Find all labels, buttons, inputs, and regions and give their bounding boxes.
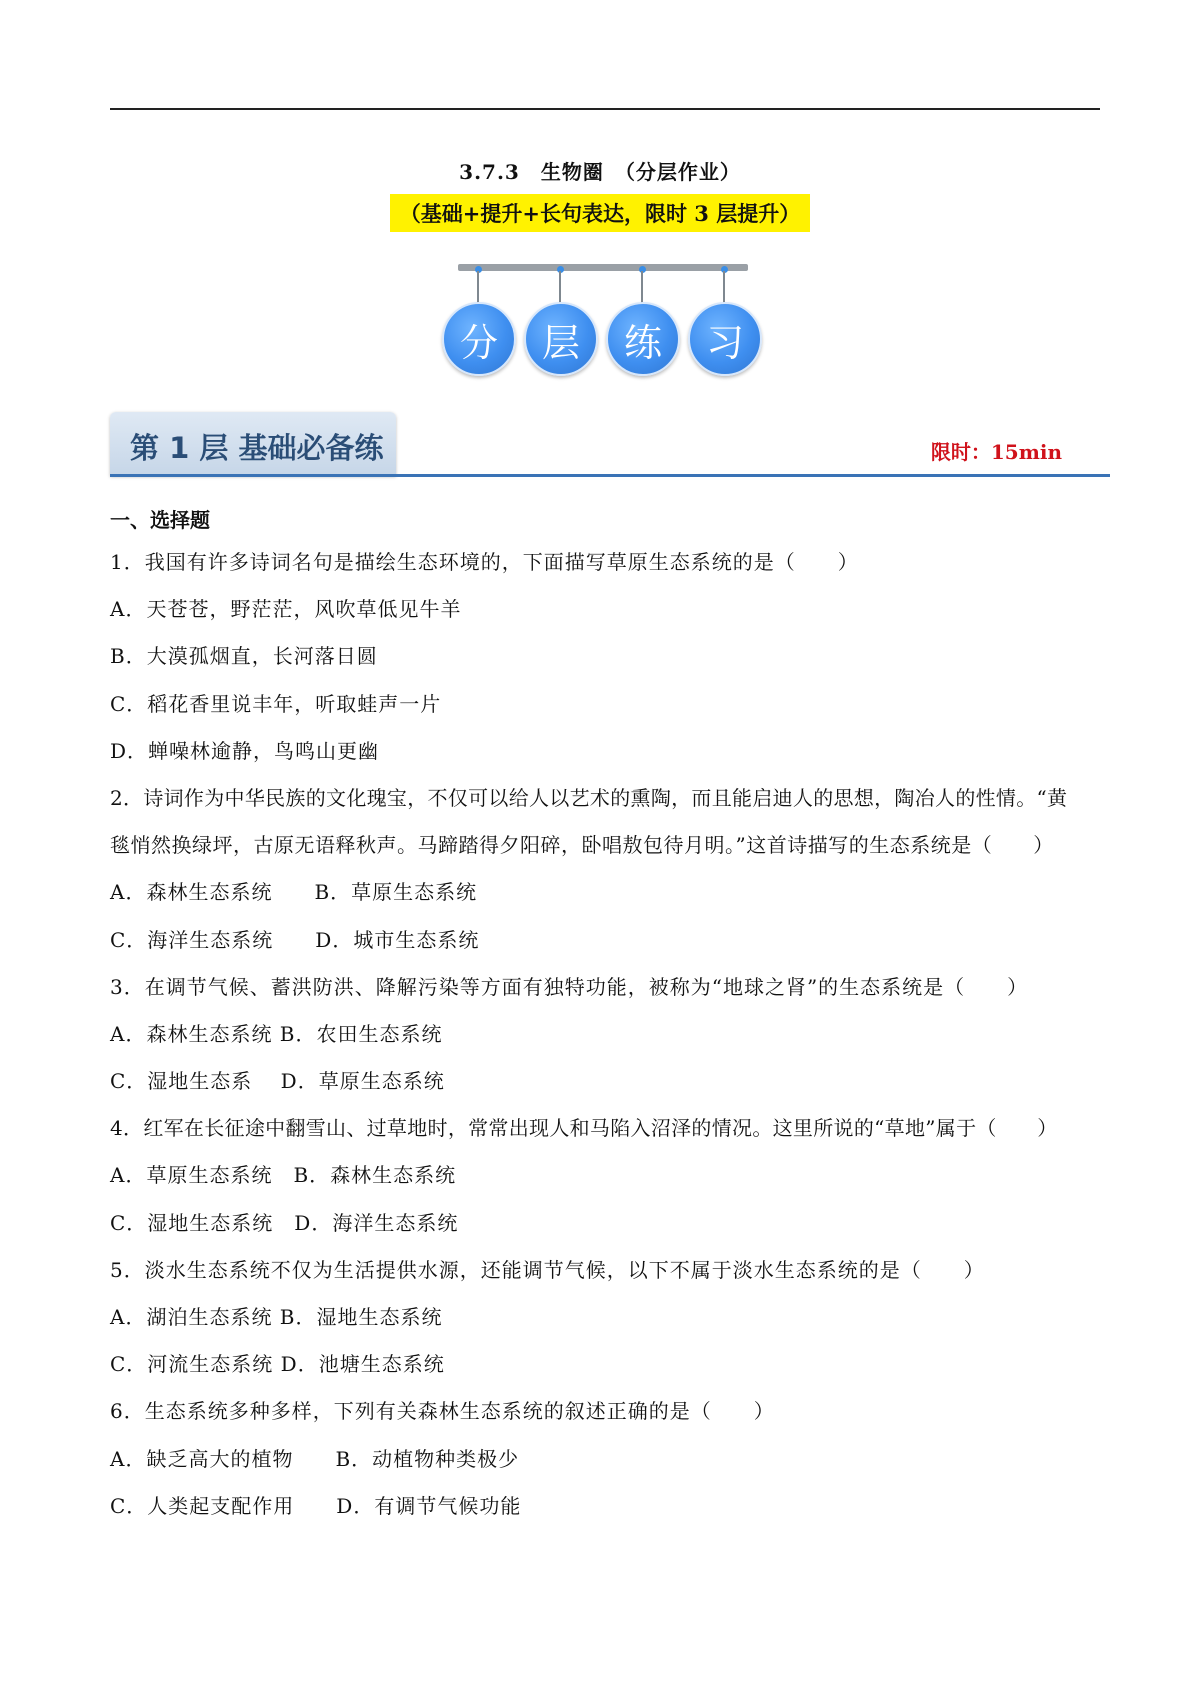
question-1-option-a: A．天苍苍，野茫茫，风吹草低见牛羊 (110, 597, 462, 622)
question-4-options-cd: C．湿地生态系统 D．海洋生态系统 (110, 1210, 459, 1235)
layer-label: 第 1 层 基础必备练 (130, 431, 384, 465)
question-1-option-c: C．稻花香里说丰年，听取蛙声一片 (110, 691, 442, 716)
page-title: 3.7.3 生物圈 （分层作业） (459, 160, 741, 184)
banner-char-xi: 习 (688, 302, 762, 376)
question-1-stem: 1．我国有许多诗词名句是描绘生态环境的，下面描写草原生态系统的是（ ） (110, 550, 859, 574)
banner-string (559, 271, 561, 303)
question-6-options-ab: A．缺乏高大的植物 B．动植物种类极少 (110, 1446, 520, 1471)
layer-tab (110, 412, 396, 476)
header-rule (110, 108, 1100, 110)
banner-string (477, 271, 479, 303)
question-4-options-ab: A．草原生态系统 B．森林生态系统 (110, 1163, 457, 1188)
banner-char-lian: 练 (606, 302, 680, 376)
question-4-stem: 4．红军在长征途中翻雪山、过草地时，常常出现人和马陷入沼泽的情况。这里所说的“草地”属于（ ） (110, 1116, 1058, 1141)
banner-string (723, 271, 725, 303)
banner-char-fen: 分 (442, 302, 516, 376)
banner-bar (458, 264, 748, 271)
question-3-options-ab: A．森林生态系统 B．农田生态系统 (110, 1021, 443, 1046)
layer-rule (110, 474, 1110, 477)
section-title: 一、选择题 (110, 508, 210, 532)
page-subtitle: （基础+提升+长句表达，限时 3 层提升） (390, 194, 810, 232)
question-list (110, 544, 1100, 1535)
subtitle-wrap (0, 194, 1200, 232)
question-2-options-ab: A．森林生态系统 B．草原生态系统 (110, 880, 478, 905)
question-6-options-cd: C．人类起支配作用 D．有调节气候功能 (110, 1493, 522, 1518)
question-6-stem: 6．生态系统多种多样，下列有关森林生态系统的叙述正确的是（ ） (110, 1399, 775, 1424)
banner-char-ceng: 层 (524, 302, 598, 376)
layered-practice-banner (440, 262, 760, 382)
question-5-options-cd: C．河流生态系统 D．池塘生态系统 (110, 1352, 445, 1377)
question-1-option-b: B．大漠孤烟直，长河落日圆 (110, 644, 378, 669)
question-3-stem: 3．在调节气候、蓄洪防洪、降解污染等方面有独特功能，被称为“地球之肾”的生态系统是（ ） (110, 974, 1029, 999)
question-1-option-d: D．蝉噪林逾静，鸟鸣山更幽 (110, 738, 380, 763)
question-2-stem-line-1: 2．诗词作为中华民族的文化瑰宝，不仅可以给人以艺术的熏陶，而且能启迪人的思想，陶冶人的性情。“黄 (110, 785, 1068, 810)
question-5-stem: 5．淡水生态系统不仅为生活提供水源，还能调节气候，以下不属于淡水生态系统的是（ ） (110, 1257, 985, 1282)
question-2-stem-line-2: 毯悄然换绿坪，古原无语释秋声。马蹄踏得夕阳碎，卧唱敖包待月明。”这首诗描写的生态系统是（ ） (110, 833, 1054, 858)
question-5-options-ab: A．湖泊生态系统 B．湿地生态系统 (110, 1305, 443, 1329)
question-3-options-cd: C．湿地生态系 D．草原生态系统 (110, 1069, 445, 1094)
banner-string (641, 271, 643, 303)
question-2-options-cd: C．海洋生态系统 D．城市生态系统 (110, 927, 480, 952)
time-limit: 限时：15min (930, 440, 1062, 464)
